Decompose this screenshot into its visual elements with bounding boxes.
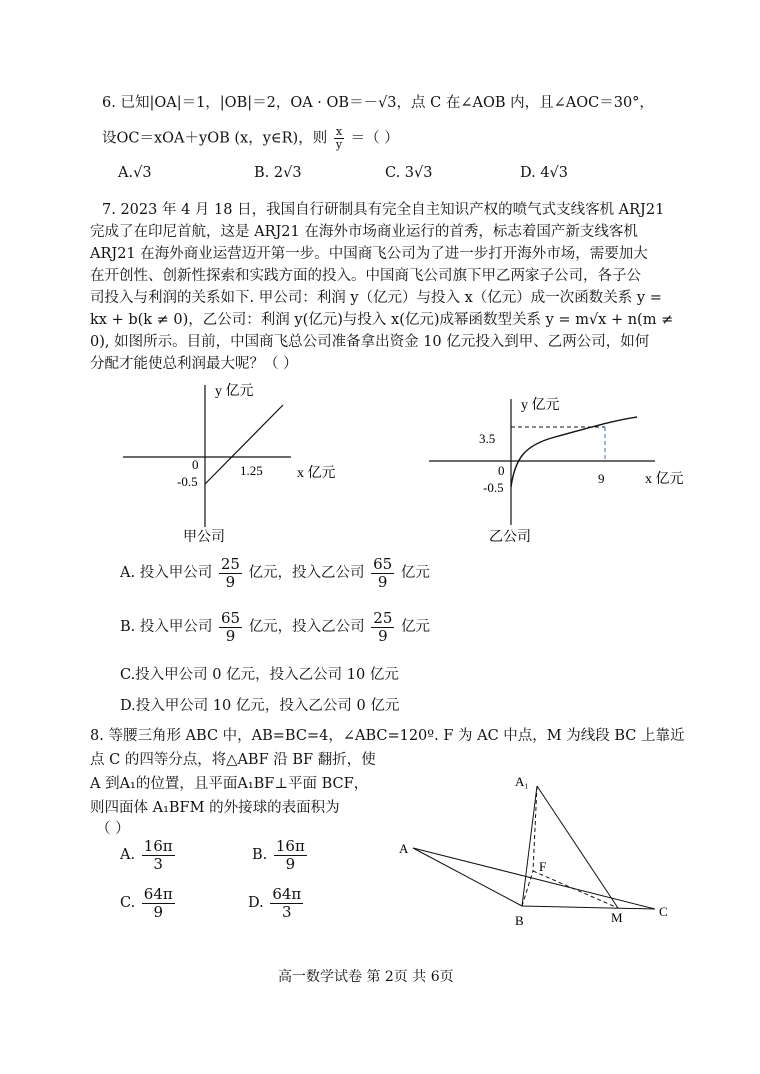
q8-d-label: D. bbox=[248, 895, 264, 911]
q7-a-post: 亿元 bbox=[400, 565, 430, 581]
label-a1: A₁ bbox=[515, 774, 529, 789]
q7-b-den1: 9 bbox=[225, 626, 236, 645]
q6-line2-pre: 设OC＝xOA＋yOB (x，y∈R)，则 bbox=[102, 130, 328, 147]
q8-c-num: 64π bbox=[143, 885, 173, 903]
q7-b-pre: B. 投入甲公司 bbox=[120, 619, 213, 635]
q7-b-num2: 25 bbox=[373, 609, 393, 627]
edge-bc bbox=[522, 906, 655, 909]
q7-line: 0), 如图所示。目前，中国商飞总公司准备拿出资金 10 亿元投入到甲、乙两公司，如何 bbox=[90, 334, 650, 350]
q8-option-c bbox=[120, 886, 177, 920]
q6-option-a: A.√3 bbox=[118, 165, 152, 181]
q7-b-post: 亿元 bbox=[401, 619, 430, 635]
jia-xlabel: x 亿元 bbox=[297, 466, 336, 481]
label-f: F bbox=[539, 859, 547, 874]
q8-line: 点 C 的四等分点，将△ABF 沿 BF 翻折，使 bbox=[90, 752, 376, 768]
q7-a-mid: 亿元，投入乙公司 bbox=[248, 565, 365, 581]
yi-ylabel: y 亿元 bbox=[521, 398, 560, 413]
q8-option-a bbox=[120, 838, 177, 872]
q7-option-c: C.投入甲公司 0 亿元，投入乙公司 10 亿元 bbox=[120, 667, 399, 683]
yi-point-y: 3.5 bbox=[479, 431, 496, 446]
q6-frac-den: y bbox=[335, 138, 343, 152]
q7-b-num1: 65 bbox=[220, 609, 241, 627]
q8-b-label: B. bbox=[252, 847, 268, 863]
yi-xlabel: x 亿元 bbox=[645, 472, 684, 487]
q6-option-c: C. 3√3 bbox=[385, 165, 433, 181]
page-footer: 高一数学试卷 第 2页 共 6页 bbox=[278, 969, 454, 985]
label-a: A bbox=[399, 841, 409, 856]
q8-b-num: 16π bbox=[275, 837, 305, 855]
q7-option-b bbox=[120, 610, 430, 644]
q8-d-num: 64π bbox=[272, 885, 302, 903]
q6-line2 bbox=[102, 126, 399, 151]
q8-c-den: 9 bbox=[153, 902, 164, 921]
q7-a-frac2 bbox=[371, 556, 394, 590]
yi-y-intercept: -0.5 bbox=[483, 480, 504, 495]
q7-b-frac1 bbox=[219, 610, 242, 644]
q7-b-frac2 bbox=[371, 610, 394, 644]
q8-d-frac bbox=[270, 886, 303, 920]
q7-line: kx + b(k ≠ 0)，乙公司：利润 y(亿元)与投入 x(亿元)成幂函数型关系 y = m√x + n(m ≠ bbox=[90, 312, 674, 328]
q7-option-a bbox=[120, 556, 430, 590]
q7-a-frac1 bbox=[219, 556, 242, 590]
chart-yi bbox=[425, 393, 700, 550]
q7-line: 完成了在印尼首航，这是 ARJ21 在海外市场商业运行的首秀，标志着国产新支线客机 bbox=[90, 224, 638, 240]
q6-option-d: D. 4√3 bbox=[520, 165, 569, 181]
q8-a-frac bbox=[142, 838, 175, 872]
q7-option-d: D.投入甲公司 10 亿元，投入乙公司 0 亿元 bbox=[120, 698, 400, 714]
yi-caption: 乙公司 bbox=[489, 530, 531, 545]
yi-origin: 0 bbox=[498, 463, 505, 478]
q6-option-b: B. 2√3 bbox=[254, 165, 302, 181]
q7-b-mid: 亿元，投入乙公司 bbox=[248, 619, 365, 635]
q6-fraction bbox=[334, 126, 344, 151]
q8-b-frac bbox=[274, 838, 307, 872]
q7-a-den2: 9 bbox=[377, 572, 388, 591]
q8-option-d bbox=[248, 886, 305, 920]
edge-ab bbox=[413, 848, 522, 906]
q8-option-b bbox=[252, 838, 309, 872]
q8-a-den: 3 bbox=[153, 854, 163, 873]
jia-origin: 0 bbox=[192, 457, 199, 472]
edge-a1b bbox=[522, 786, 537, 906]
yi-point-x: 9 bbox=[598, 471, 605, 486]
q8-a-num: 16π bbox=[143, 837, 173, 855]
q7-line: 在开创性、创新性探索和实践方面的投入。中国商飞公司旗下甲乙两家子公司，各子公 bbox=[90, 268, 641, 284]
q8-a-label: A. bbox=[120, 847, 136, 863]
label-c: C bbox=[659, 904, 668, 919]
q7-line: 司投入与利润的关系如下. 甲公司：利润 y（亿元）与投入 x（亿元）成一次函数关系 y = bbox=[90, 290, 662, 306]
q8-tetrahedron-figure bbox=[395, 770, 680, 935]
q8-line: A 到A₁的位置，且平面A₁BF⊥平面 BCF， bbox=[90, 776, 369, 792]
q8-d-den: 3 bbox=[282, 902, 292, 921]
q8-c-frac bbox=[142, 886, 175, 920]
q7-a-den1: 9 bbox=[225, 572, 236, 591]
jia-caption: 甲公司 bbox=[183, 530, 225, 545]
q7-line: 分配才能使总利润最大呢？（ ） bbox=[90, 356, 298, 372]
label-b: B bbox=[515, 913, 524, 928]
q7-a-pre: A. 投入甲公司 bbox=[120, 565, 213, 581]
q6-frac-num: x bbox=[335, 125, 343, 138]
q7-a-num1: 25 bbox=[220, 555, 240, 573]
jia-ylabel: y 亿元 bbox=[215, 384, 254, 399]
jia-y-intercept: -0.5 bbox=[177, 474, 198, 489]
q7-b-den2: 9 bbox=[378, 626, 388, 645]
q6-line1: 6. 已知|OA|＝1，|OB|＝2，OA · OB＝－√3，点 C 在∠AOB 内，且∠AOC＝30°， bbox=[102, 95, 654, 111]
q6-line2-post: ＝（ ） bbox=[350, 130, 399, 147]
q8-b-den: 9 bbox=[285, 854, 296, 873]
chart-jia bbox=[115, 375, 355, 550]
q8-line: （ ） bbox=[96, 821, 130, 837]
jia-x-intercept: 1.25 bbox=[240, 463, 263, 478]
q8-line: 则四面体 A₁BFM 的外接球的表面积为 bbox=[90, 800, 340, 816]
label-m: M bbox=[611, 910, 623, 925]
q7-line: ARJ21 在海外商业运营迈开第一步。中国商飞公司为了进一步打开海外市场，需要加大 bbox=[90, 246, 648, 262]
q8-line: 8. 等腰三角形 ABC 中，AB=BC=4，∠ABC=120º. F 为 AC 中点，M 为线段 BC 上靠近 bbox=[90, 728, 685, 744]
q8-c-label: C. bbox=[120, 895, 136, 911]
q7-a-num2: 65 bbox=[373, 555, 393, 573]
q7-line: 7. 2023 年 4 月 18 日，我国自行研制具有完全自主知识产权的喷气式支线客机 ARJ21 bbox=[102, 202, 665, 218]
